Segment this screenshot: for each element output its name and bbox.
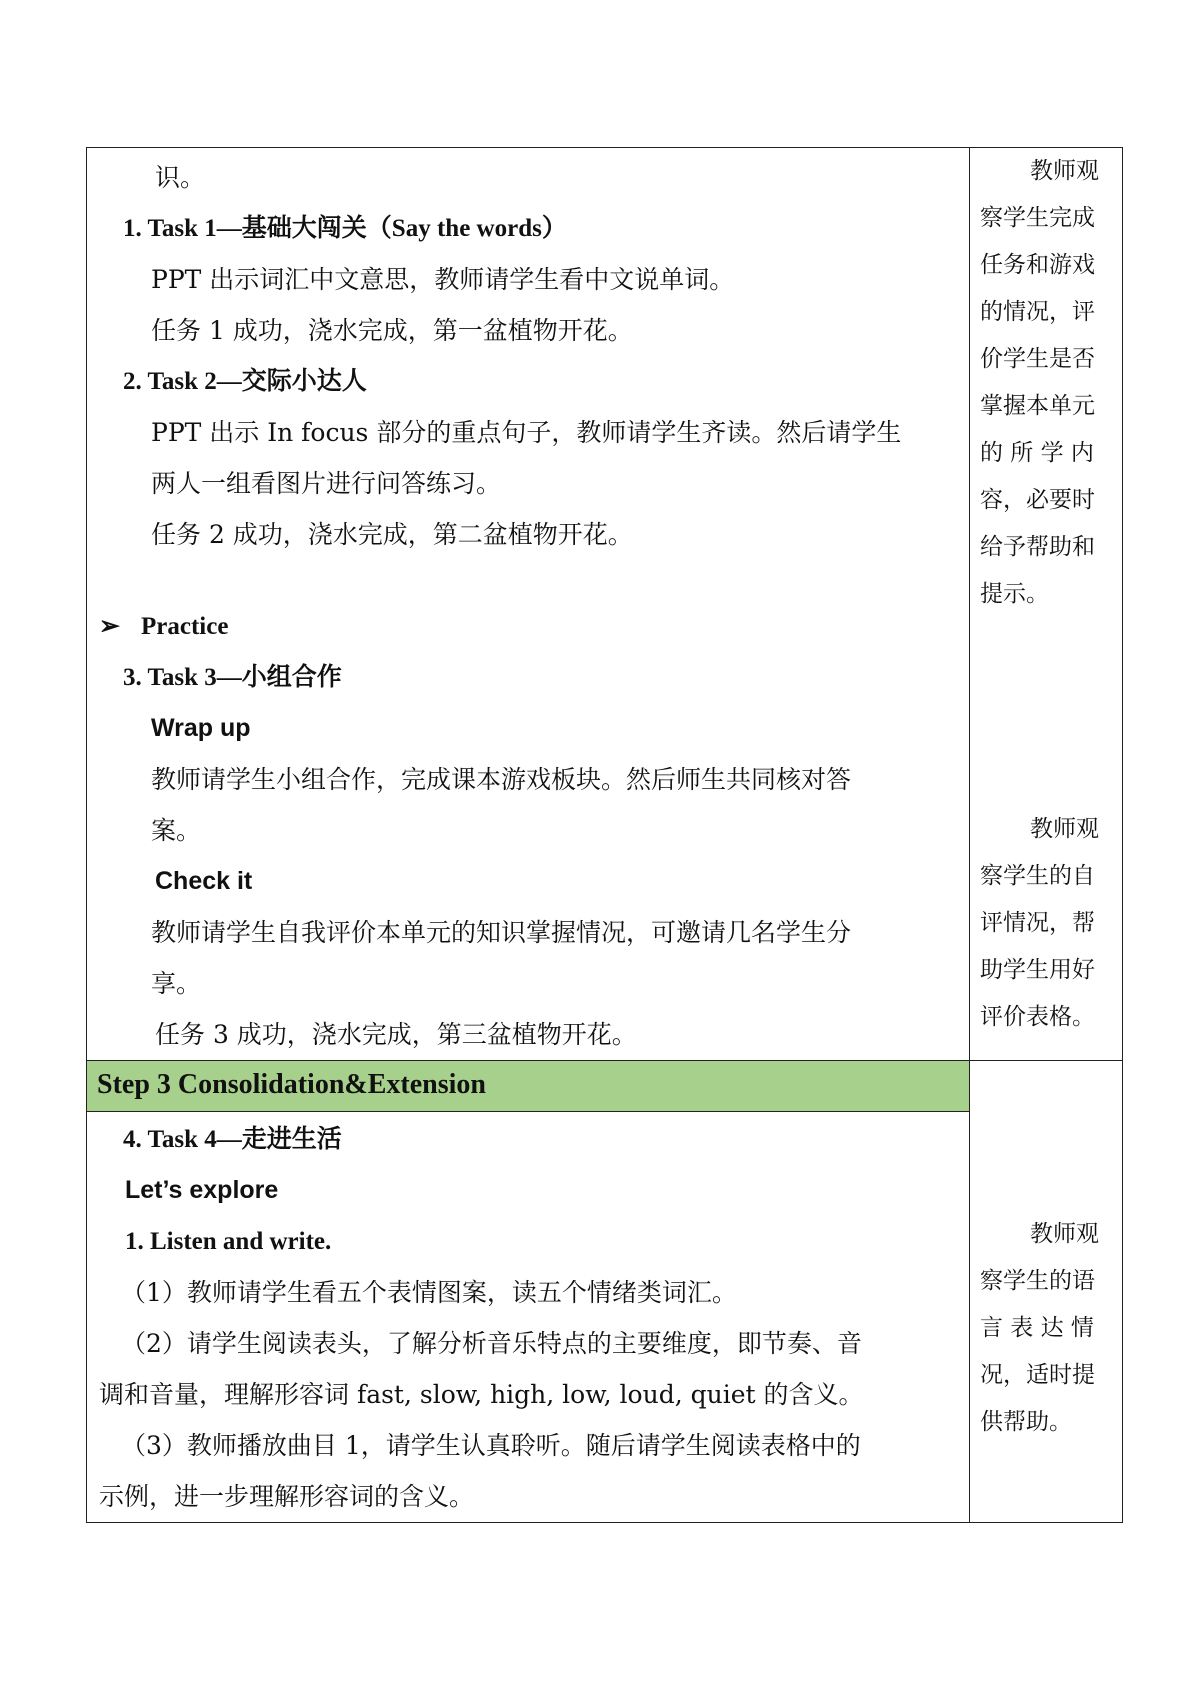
- step3-title: Step 3 Consolidation&Extension: [87, 1061, 970, 1112]
- text-line: 两人一组看图片进行问答练习。: [151, 469, 502, 498]
- comment-line: 教师观: [1030, 1221, 1099, 1247]
- text-line: （1）教师请学生看五个表情图案，读五个情绪类词汇。: [121, 1278, 737, 1307]
- comment-line: 评情况，帮: [980, 910, 1095, 936]
- activity-row: [87, 148, 1123, 1061]
- comment-line: 察学生完成: [980, 205, 1095, 231]
- comment-line: 的情况，评: [980, 299, 1095, 325]
- comment-line: 教师观: [1030, 158, 1099, 184]
- assessment-comment-1: [970, 148, 1122, 618]
- assessment-comment-3: [970, 1211, 1122, 1446]
- step3-activity-cell: [87, 1112, 970, 1523]
- lets-explore-heading: Let’s explore: [125, 1176, 279, 1204]
- lesson-plan-page: [86, 147, 1122, 1523]
- comment-line: 供帮助。: [980, 1409, 1072, 1435]
- comment-line: 给予帮助和: [980, 534, 1095, 560]
- text-line: 任务 3 成功，浇水完成，第三盆植物开花。: [155, 1020, 637, 1049]
- comment-line: 价学生是否: [980, 346, 1095, 372]
- step3-assessment-cell: [970, 1061, 1123, 1523]
- comment-line: 容，必要时: [980, 487, 1095, 513]
- arrow-bullet-icon: ➢: [99, 613, 120, 640]
- comment-line: 教师观: [1030, 816, 1099, 842]
- text-line: 识。: [155, 163, 206, 192]
- text-line: （2）请学生阅读表头，了解分析音乐特点的主要维度，即节奏、音: [121, 1329, 862, 1358]
- task4-heading: 4. Task 4—走进生活: [123, 1126, 342, 1153]
- comment-line: 评价表格。: [980, 1004, 1095, 1030]
- lesson-plan-table: [86, 147, 1123, 1523]
- comment-line: 言 表 达 情: [980, 1315, 1094, 1341]
- practice-label: Practice: [141, 613, 229, 640]
- text-line: PPT 出示词汇中文意思，教师请学生看中文说单词。: [151, 265, 735, 294]
- step3-body-row: [87, 1112, 1123, 1523]
- text-line: PPT 出示 In focus 部分的重点句子，教师请学生齐读。然后请学生: [151, 418, 902, 447]
- activity-cell: [87, 148, 970, 1061]
- listen-write-heading: 1. Listen and write.: [125, 1228, 332, 1255]
- text-line: 教师请学生自我评价本单元的知识掌握情况，可邀请几名学生分: [151, 918, 852, 947]
- text-line: 调和音量，理解形容词 fast, slow, high, low, loud, quiet 的含义。: [99, 1380, 864, 1409]
- assessment-cell: [970, 148, 1123, 1061]
- comment-line: 察学生的语: [980, 1268, 1095, 1294]
- task1-heading: 1. Task 1—基础大闯关（Say the words）: [123, 215, 567, 242]
- text-line: 享。: [151, 969, 202, 998]
- text-line: 教师请学生小组合作，完成课本游戏板块。然后师生共同核对答: [151, 765, 852, 794]
- text-line: 案。: [151, 816, 202, 845]
- task3-heading: 3. Task 3—小组合作: [123, 664, 342, 691]
- assessment-comment-2: [970, 806, 1122, 1041]
- practice-heading: [87, 601, 969, 652]
- text-line: 示例，进一步理解形容词的含义。: [99, 1482, 475, 1511]
- comment-line: 助学生用好: [980, 957, 1095, 983]
- task2-heading: 2. Task 2—交际小达人: [123, 368, 367, 395]
- text-line: 任务 2 成功，浇水完成，第二盆植物开花。: [151, 520, 633, 549]
- comment-line: 的 所 学 内: [980, 440, 1094, 466]
- comment-line: 掌握本单元: [980, 393, 1095, 419]
- comment-line: 任务和游戏: [980, 252, 1095, 278]
- check-it-heading: Check it: [155, 867, 253, 895]
- comment-line: 况，适时提: [980, 1362, 1095, 1388]
- comment-line: 察学生的自: [980, 863, 1095, 889]
- text-line: （3）教师播放曲目 1，请学生认真聆听。随后请学生阅读表格中的: [121, 1431, 861, 1460]
- step3-header-row: [87, 1061, 1123, 1112]
- comment-line: 提示。: [980, 581, 1049, 607]
- text-line: 任务 1 成功，浇水完成，第一盆植物开花。: [151, 316, 633, 345]
- wrap-up-heading: Wrap up: [151, 714, 251, 742]
